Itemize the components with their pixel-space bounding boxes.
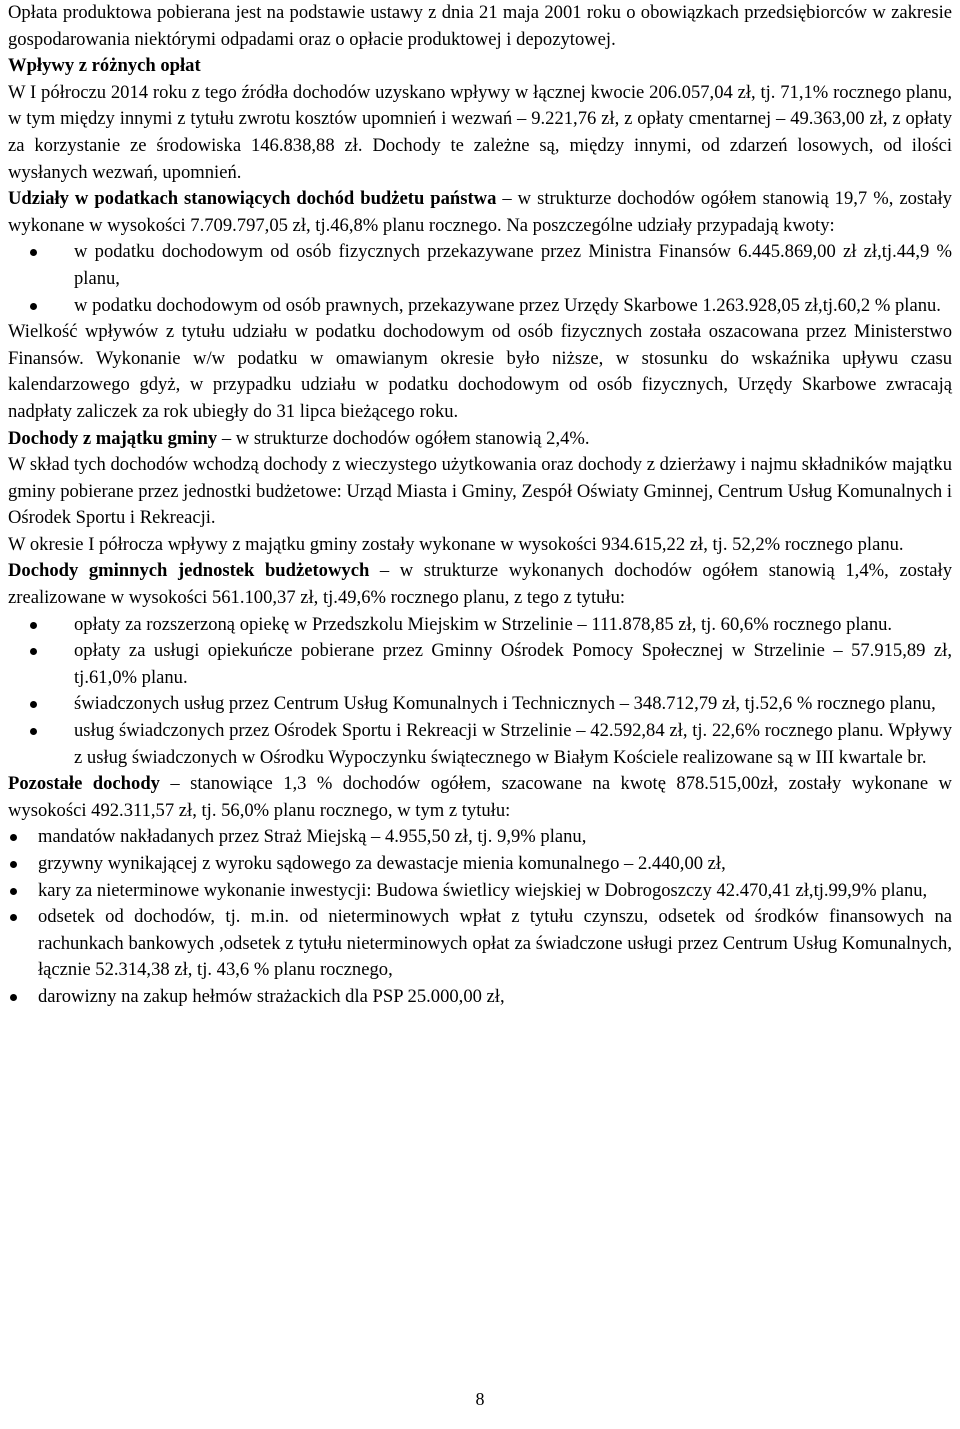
paragraph-sklad-dochodow: W skład tych dochodów wchodzą dochody z wieczystego użytkowania oraz dochody z dzierżawy i najmu składników majątku gminy pobierane przez jednostki budżetowe: Urząd Miasta i Gminy, Zespół Oświaty Gminnej, Centrum Usług Komunalnych i Ośrodek Sportu i Rekreacji. — [8, 454, 952, 529]
list-jednostki — [8, 612, 952, 772]
list-item-text: usług świadczonych przez Ośrodek Sportu i Rekreacji w Strzelinie – 42.592,84 zł, tj. 22,6% rocznego planu. Wpływy z usług świadczonych w Ośrodku Wypoczynku świątecznego w Białym Kościele realizowane są w III kwartale br. — [74, 720, 952, 768]
list-item-text: w podatku dochodowym od osób fizycznych przekazywane przez Ministra Finansów 6.445.869,00 zł zł,tj.44,9 % planu, — [74, 241, 952, 289]
list-pozostale — [8, 824, 952, 1010]
bold-udzialy-w-podatkach: Udziały w podatkach stanowiących dochód budżetu państwa — [8, 188, 497, 210]
bullet-icon — [30, 648, 37, 655]
text-dochody-jednostek: – w strukturze wykonanych dochodów ogółem stanowią 1,4%, zostały zrealizowane w wysokości 561.100,37 zł, tj.49,6% rocznego planu, z tego z tytułu: — [8, 560, 952, 609]
list-item-text: odsetek od dochodów, tj. m.in. od nieterminowych wpłat z tytułu czynszu, odsetek od środków finansowych na rachunkach bankowych ,odsetek z tytułu nieterminowych opłat za świadczone usługi przez Centrum Usług Komunalnych, łącznie 52.314,38 zł, tj. 43,6 % planu rocznego, — [38, 906, 952, 981]
page-number: 8 — [475, 1389, 485, 1409]
bullet-icon — [30, 622, 37, 629]
list-item — [8, 293, 952, 320]
text-udzialy-w-podatkach: – w strukturze dochodów ogółem stanowią 19,7 %, zostały wykonane w wysokości 7.709.797,05 zł, tj.46,8% planu rocznego. Na poszczególne udziały przypadają kwoty: — [8, 188, 952, 236]
list-udzialy — [8, 239, 952, 319]
list-item — [8, 878, 952, 905]
bullet-icon — [10, 834, 17, 841]
list-item-text: kary za nieterminowe wykonanie inwestycji: Budowa świetlicy wiejskiej w Dobrogoszczy 42.470,41 zł,tj.99,9% planu, — [38, 879, 928, 901]
bullet-icon — [30, 728, 37, 735]
bold-pozostale-dochody: Pozostałe dochody — [8, 773, 160, 795]
list-item — [8, 984, 952, 1011]
list-item — [8, 691, 952, 718]
list-item-text: mandatów nakładanych przez Straż Miejską – 4.955,50 zł, tj. 9,9% planu, — [38, 826, 587, 848]
list-item-text: w podatku dochodowym od osób prawnych, przekazywane przez Urzędy Skarbowe 1.263.928,05 zł,tj.60,2 % planu. — [74, 294, 941, 316]
text-pozostale-dochody: – stanowiące 1,3 % dochodów ogółem, szacowane na kwotę 878.515,00zł, zostały wykonane w wysokości 492.311,57 zł, tj. 56,0% planu rocznego, w tym z tytułu: — [8, 773, 952, 821]
list-item-text: grzywny wynikającej z wyroku sądowego za dewastacje mienia komunalnego – 2.440,00 zł, — [38, 853, 726, 874]
paragraph-pozostale-dochody — [8, 771, 952, 824]
paragraph-wplywy-z-roznych-oplat: W I półroczu 2014 roku z tego źródła dochodów uzyskano wpływy w łącznej kwocie 206.057,04 zł, tj. 71,1% rocznego planu, w tym między innymi z tytułu zwrotu kosztów upomnień i wezwań – 9.221,76 zł, z opłaty cmentarnej – 49.363,00 zł, z opłaty za korzystanie ze środowiska 146.838,88 zł. Dochody te zależne są, między innymi, od zdarzeń losowych, od ilości wysłanych wezwań, upomnień. — [8, 81, 952, 183]
list-item-text: darowizny na zakup hełmów strażackich dla PSP 25.000,00 zł, — [38, 985, 505, 1007]
paragraph-dochody-jednostek — [8, 558, 952, 611]
list-item-text: świadczonych usług przez Centrum Usług Komunalnych i Technicznych – 348.712,79 zł, tj.52,6 % rocznego planu, — [74, 693, 936, 715]
paragraph-oplata-produktowa: Opłata produktowa pobierana jest na podstawie ustawy z dnia 21 maja 2001 roku o obowiązkach przedsiębiorców w zakresie gospodarowania niektórymi odpadami oraz o opłacie produktowej i depozytowej. — [8, 2, 952, 50]
bullet-icon — [10, 994, 17, 1001]
bullet-icon — [30, 249, 37, 256]
text-dochody-z-majatku: – w strukturze dochodów ogółem stanowią 2,4%. — [217, 427, 590, 449]
heading-wplywy-z-roznych-oplat: Wpływy z różnych opłat — [8, 55, 201, 77]
list-item — [8, 824, 952, 851]
bullet-icon — [30, 701, 37, 708]
list-item-text: opłaty za usługi opiekuńcze pobierane przez Gminny Ośrodek Pomocy Społecznej w Strzelinie – 57.915,89 zł, tj.61,0% planu. — [74, 640, 952, 688]
list-item — [8, 718, 952, 771]
bullet-icon — [10, 888, 17, 895]
bold-dochody-z-majatku: Dochody z majątku gminy — [8, 427, 218, 449]
bullet-icon — [10, 861, 17, 868]
paragraph-okres-polrocza: W okresie I półrocza wpływy z majątku gminy zostały wykonane w wysokości 934.615,22 zł, tj. 52,2% rocznego planu. — [8, 533, 904, 555]
list-item — [8, 638, 952, 691]
paragraph-udzialy-w-podatkach — [8, 186, 952, 239]
list-item — [8, 239, 952, 292]
bold-dochody-jednostek: Dochody gminnych jednostek budżetowych — [8, 560, 370, 582]
list-item — [8, 612, 952, 639]
bullet-icon — [10, 914, 17, 921]
list-item-text: opłaty za rozszerzoną opiekę w Przedszkolu Miejskim w Strzelinie – 111.878,85 zł, tj. 60,6% rocznego planu. — [74, 613, 893, 635]
list-item — [8, 851, 952, 878]
paragraph-wielkosc-wplywow: Wielkość wpływów z tytułu udziału w podatku dochodowym od osób fizycznych została oszacowana przez Ministerstwo Finansów. Wykonanie w/w podatku w omawianym okresie było niższe, w stosunku do wskaźnika upływu czasu kalendarzowego gdyż, w przypadku udziału w podatku dochodowym od osób fizycznych, Urzędy Skarbowe zwracają nadpłaty zaliczek za rok ubiegły do 31 lipca bieżącego roku. — [8, 321, 952, 422]
bullet-icon — [30, 303, 37, 310]
paragraph-dochody-z-majatku — [8, 426, 952, 453]
list-item — [8, 904, 952, 984]
